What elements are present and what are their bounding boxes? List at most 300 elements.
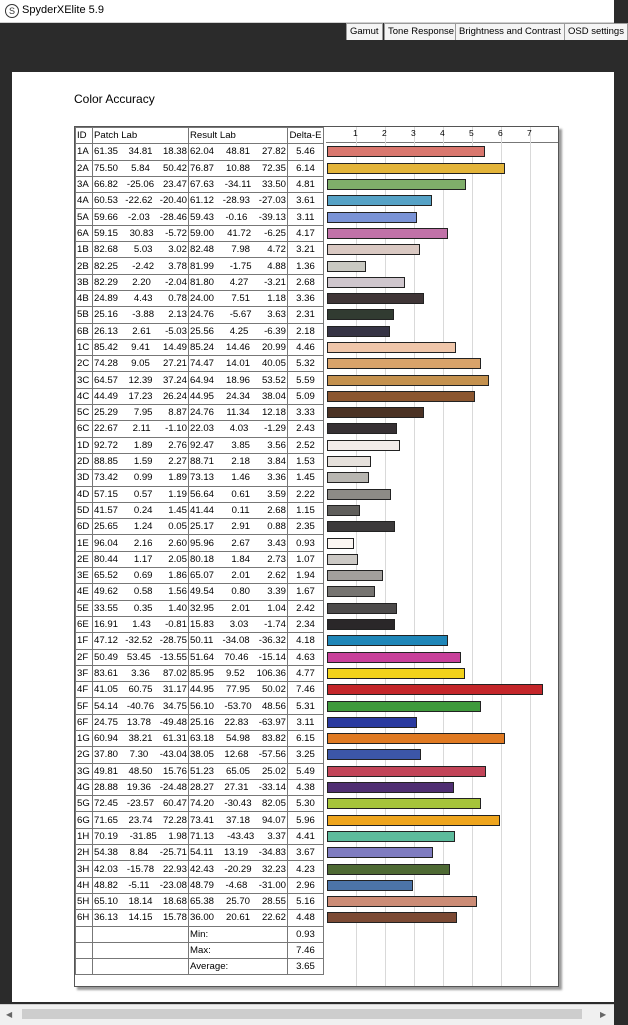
patch-lab-value: 82.25: [94, 260, 119, 272]
delta-e-value: 1.53: [288, 453, 324, 469]
result-lab-value: -30.43: [224, 798, 252, 810]
delta-e-value: 2.35: [288, 519, 324, 535]
delta-e-value: 4.38: [288, 779, 324, 795]
result-lab-value: 4.27: [229, 276, 249, 288]
result-lab-value: 3.85: [231, 439, 250, 451]
patch-lab: [93, 893, 189, 909]
patch-id: 2C: [76, 356, 93, 372]
table-row: [76, 486, 324, 502]
patch-id: 5H: [76, 893, 93, 909]
patch-id: 5F: [76, 698, 93, 714]
result-lab-value: 61.12: [190, 195, 215, 207]
result-lab-value: 11.34: [226, 407, 250, 419]
patch-lab-value: 44.49: [94, 390, 119, 402]
color-accuracy-table: [75, 127, 324, 975]
summary-row: [76, 959, 324, 975]
patch-lab-value: -28.46: [159, 211, 187, 223]
patch-lab: [93, 796, 189, 812]
result-lab-value: 65.38: [190, 896, 215, 908]
result-lab-value: 74.20: [190, 798, 215, 810]
delta-e-bar: [327, 489, 391, 500]
result-lab-value: 53.52: [261, 374, 286, 386]
result-lab-value: -20.29: [224, 863, 252, 875]
summary-empty-cell: [76, 959, 93, 975]
result-lab-value: 24.76: [190, 407, 215, 419]
result-lab-value: -34.83: [258, 847, 286, 859]
tab-gamut[interactable]: Gamut: [346, 23, 383, 40]
result-lab-value: -3.21: [264, 276, 286, 288]
chart-tick-label: 4: [440, 128, 445, 138]
patch-lab-value: 2.60: [168, 537, 187, 549]
result-lab-value: 33.50: [261, 179, 286, 191]
patch-lab: [93, 144, 189, 160]
result-lab-value: 14.46: [225, 342, 250, 353]
patch-lab: [93, 698, 189, 714]
title-bar: [0, 0, 614, 23]
delta-e-bar: [327, 896, 477, 907]
header-result-lab: Result Lab: [189, 128, 288, 144]
result-lab-value: -63.97: [258, 716, 286, 728]
result-lab-value: -1.29: [264, 423, 286, 435]
patch-lab-value: 48.82: [94, 879, 119, 891]
patch-lab-value: 65.10: [94, 896, 119, 908]
delta-e-value: 5.30: [288, 796, 324, 812]
result-lab-value: -27.03: [258, 195, 286, 207]
patch-lab: [93, 600, 189, 616]
table-row: [76, 877, 324, 893]
patch-lab-value: 65.52: [94, 570, 119, 582]
patch-id: 2H: [76, 845, 93, 861]
patch-lab-value: 9.05: [131, 358, 150, 370]
result-lab-value: 92.47: [190, 439, 215, 451]
patch-lab-value: -43.04: [159, 749, 187, 761]
patch-id: 5B: [76, 307, 93, 323]
result-lab: [189, 372, 288, 388]
delta-e-bar: [327, 570, 383, 581]
result-lab: [189, 209, 288, 225]
patch-lab: [93, 421, 189, 437]
delta-e-value: 1.94: [288, 568, 324, 584]
delta-e-bar: [327, 440, 400, 451]
result-lab-value: 62.04: [190, 146, 215, 158]
patch-lab-value: 85.42: [94, 342, 119, 353]
result-lab-value: 83.82: [261, 733, 286, 745]
delta-e-bar: [327, 782, 454, 793]
patch-lab-value: 0.78: [168, 293, 187, 305]
patch-id: 1B: [76, 242, 93, 258]
patch-lab: [93, 665, 189, 681]
patch-lab: [93, 470, 189, 486]
patch-id: 5A: [76, 209, 93, 225]
patch-lab-value: 53.45: [126, 651, 151, 663]
result-lab-value: 54.98: [225, 733, 250, 745]
result-lab-value: 51.64: [190, 651, 215, 663]
table-row: [76, 372, 324, 388]
result-lab-value: 82.48: [190, 244, 215, 256]
patch-lab-value: 1.24: [133, 521, 153, 533]
patch-id: 2F: [76, 649, 93, 665]
patch-lab-value: 49.62: [94, 586, 119, 598]
table-row: [76, 388, 324, 404]
result-lab-value: 2.01: [231, 602, 250, 614]
patch-lab-value: 70.19: [94, 830, 119, 842]
result-lab-value: 37.18: [225, 814, 250, 826]
patch-lab: [93, 290, 189, 306]
patch-lab-value: -23.08: [159, 879, 187, 891]
table-row: [76, 225, 324, 241]
patch-id: 3C: [76, 372, 93, 388]
patch-id: 2D: [76, 453, 93, 469]
color-accuracy-table-container: [74, 126, 559, 987]
patch-lab-value: -49.48: [159, 716, 187, 728]
table-row: [76, 861, 324, 877]
delta-e-bar: [327, 358, 481, 369]
result-lab: [189, 323, 288, 339]
result-lab-value: 28.55: [261, 896, 286, 908]
result-lab-value: 42.43: [190, 863, 215, 875]
patch-lab-value: 0.35: [133, 602, 153, 614]
patch-id: 3A: [76, 176, 93, 192]
result-lab-value: 36.00: [190, 912, 215, 924]
patch-id: 6H: [76, 910, 93, 926]
table-row: [76, 796, 324, 812]
patch-lab-value: 0.69: [133, 570, 153, 582]
delta-e-bar: [327, 847, 433, 858]
result-lab-value: 0.80: [231, 586, 250, 598]
table-row: [76, 730, 324, 746]
patch-lab-value: 26.24: [162, 390, 187, 402]
patch-id: 2B: [76, 258, 93, 274]
result-lab-value: 25.02: [261, 765, 286, 777]
table-row: [76, 502, 324, 518]
patch-lab-value: 64.57: [94, 374, 119, 386]
chart-tick-label: 5: [469, 128, 474, 138]
table-row: [76, 144, 324, 160]
result-lab-value: 22.62: [261, 912, 286, 924]
delta-e-bar: [327, 912, 457, 923]
patch-id: 3D: [76, 470, 93, 486]
result-lab: [189, 307, 288, 323]
scroll-left-arrow-icon[interactable]: ◀: [6, 1010, 13, 1019]
result-lab: [189, 144, 288, 160]
result-lab-value: 85.95: [190, 667, 215, 679]
result-lab: [189, 470, 288, 486]
result-lab-value: -34.11: [224, 179, 252, 191]
table-row: [76, 698, 324, 714]
patch-lab-value: 1.89: [133, 439, 153, 451]
patch-lab: [93, 584, 189, 600]
result-lab-value: 27.31: [224, 782, 249, 794]
patch-lab-value: -2.42: [132, 260, 155, 272]
patch-lab-value: -3.88: [132, 309, 155, 321]
result-lab: [189, 828, 288, 844]
patch-id: 2A: [76, 160, 93, 176]
result-lab-value: 20.99: [261, 342, 286, 353]
patch-id: 3G: [76, 763, 93, 779]
delta-e-value: 1.36: [288, 258, 324, 274]
patch-id: 1C: [76, 339, 93, 355]
result-lab-value: 0.61: [231, 488, 250, 500]
delta-e-bar: [327, 586, 375, 597]
patch-lab-value: 57.15: [94, 488, 119, 500]
patch-lab-value: 3.78: [168, 260, 187, 272]
tab-brightness-contrast[interactable]: Brightness and Contrast: [455, 23, 565, 40]
patch-lab-value: 1.43: [132, 619, 151, 631]
result-lab: [189, 193, 288, 209]
patch-lab-value: -0.81: [165, 619, 187, 631]
delta-e-bar: [327, 635, 448, 646]
delta-e-bar: [327, 619, 395, 630]
patch-lab-value: -25.71: [159, 847, 187, 859]
result-lab: [189, 682, 288, 698]
patch-lab: [93, 274, 189, 290]
delta-e-value: 2.43: [288, 421, 324, 437]
patch-lab-value: 19.36: [126, 782, 151, 794]
result-lab-value: 2.73: [267, 553, 286, 565]
result-lab: [189, 633, 288, 649]
patch-id: 5G: [76, 796, 93, 812]
result-lab-value: 50.02: [261, 684, 286, 696]
delta-e-bar: [327, 521, 395, 532]
delta-e-bar: [327, 375, 489, 386]
patch-lab-value: 0.24: [133, 504, 153, 516]
patch-lab: [93, 779, 189, 795]
delta-e-bar: [327, 212, 417, 223]
patch-id: 3F: [76, 665, 93, 681]
patch-lab-value: 18.14: [128, 896, 153, 908]
result-lab: [189, 600, 288, 616]
patch-id: 1D: [76, 437, 93, 453]
result-lab-value: 56.10: [190, 700, 215, 712]
summary-empty-cell: [93, 959, 189, 975]
result-lab-value: 41.72: [227, 227, 252, 239]
delta-e-value: 4.48: [288, 910, 324, 926]
tab-osd-settings[interactable]: OSD settings: [564, 23, 628, 40]
delta-e-value: 5.32: [288, 356, 324, 372]
patch-lab: [93, 225, 189, 241]
result-lab-value: 22.03: [190, 423, 215, 435]
chart-gridline: [443, 127, 444, 986]
patch-lab: [93, 828, 189, 844]
patch-id: 2E: [76, 551, 93, 567]
table-row: [76, 242, 324, 258]
result-lab: [189, 649, 288, 665]
patch-id: 6D: [76, 519, 93, 535]
table-row: [76, 665, 324, 681]
result-lab-value: 85.24: [190, 342, 215, 353]
result-lab-value: -36.32: [258, 635, 286, 647]
patch-lab: [93, 160, 189, 176]
patch-lab-value: 73.42: [94, 472, 119, 484]
result-lab: [189, 730, 288, 746]
result-lab-value: 3.63: [267, 309, 286, 321]
patch-lab-value: 15.76: [162, 765, 187, 777]
delta-e-value: 3.11: [288, 714, 324, 730]
patch-id: 1H: [76, 828, 93, 844]
patch-lab-value: -22.62: [125, 195, 153, 207]
result-lab: [189, 437, 288, 453]
table-row: [76, 453, 324, 469]
result-lab: [189, 584, 288, 600]
result-lab-value: 0.88: [267, 521, 286, 533]
scroll-right-arrow-icon[interactable]: ▶: [600, 1010, 607, 1019]
table-row: [76, 584, 324, 600]
result-lab-value: 3.59: [267, 488, 286, 500]
delta-e-bar: [327, 309, 394, 320]
result-lab-value: 24.00: [190, 293, 215, 305]
delta-e-bar: [327, 195, 432, 206]
delta-e-value: 4.77: [288, 665, 324, 681]
table-row: [76, 258, 324, 274]
result-lab-value: 65.07: [190, 570, 215, 582]
table-row: [76, 193, 324, 209]
result-lab-value: 32.95: [190, 602, 215, 614]
patch-lab: [93, 812, 189, 828]
patch-lab-value: 50.42: [162, 162, 187, 174]
patch-lab-value: 18.68: [162, 896, 187, 908]
delta-e-bar: [327, 831, 455, 842]
result-lab-value: 25.56: [190, 325, 215, 337]
patch-lab-value: 74.28: [94, 358, 119, 370]
result-lab: [189, 665, 288, 681]
delta-e-value: 2.42: [288, 600, 324, 616]
result-lab-value: 65.05: [225, 765, 250, 777]
patch-id: 6C: [76, 421, 93, 437]
patch-lab-value: 38.21: [128, 733, 153, 745]
delta-e-value: 3.33: [288, 405, 324, 421]
patch-lab-value: 34.81: [128, 146, 153, 158]
result-lab-value: 25.17: [190, 521, 215, 533]
result-lab-value: 48.56: [261, 700, 286, 712]
result-lab-value: 2.67: [231, 537, 250, 549]
table-row: [76, 290, 324, 306]
result-lab-value: 54.11: [190, 847, 214, 859]
patch-lab-value: 22.93: [162, 863, 187, 875]
result-lab-value: 1.46: [231, 472, 250, 484]
patch-lab-value: 37.24: [162, 374, 187, 386]
patch-lab-value: 2.11: [132, 423, 151, 435]
delta-e-bar: [327, 880, 413, 891]
horizontal-scrollbar[interactable]: [0, 1004, 614, 1025]
patch-lab-value: -20.40: [159, 195, 187, 207]
delta-e-value: 5.09: [288, 388, 324, 404]
result-lab: [189, 779, 288, 795]
patch-lab: [93, 388, 189, 404]
patch-lab-value: -15.78: [126, 863, 155, 875]
patch-lab-value: 2.76: [168, 439, 187, 451]
patch-lab-value: 1.59: [133, 456, 153, 468]
result-lab-value: 51.23: [190, 765, 215, 777]
delta-e-bar: [327, 326, 390, 337]
table-row: [76, 160, 324, 176]
delta-e-value: 1.07: [288, 551, 324, 567]
result-lab-value: -28.93: [222, 195, 250, 207]
result-lab-value: 13.19: [224, 847, 249, 859]
table-row: [76, 535, 324, 551]
patch-lab-value: 2.27: [168, 456, 187, 468]
result-lab-value: -39.13: [258, 211, 286, 223]
patch-lab-value: 13.78: [126, 716, 151, 728]
patch-lab-value: 3.36: [131, 667, 150, 679]
patch-id: 6B: [76, 323, 93, 339]
patch-lab-value: 7.30: [129, 749, 149, 761]
patch-lab-value: 2.61: [132, 325, 151, 337]
result-lab-value: 59.43: [190, 211, 215, 223]
table-row: [76, 356, 324, 372]
tab-tone-response[interactable]: Tone Response: [384, 23, 458, 40]
delta-e-value: 6.15: [288, 730, 324, 746]
delta-e-value: 2.22: [288, 486, 324, 502]
result-lab-value: 10.88: [225, 162, 250, 174]
summary-label: Max:: [189, 942, 288, 958]
result-lab-value: -31.00: [258, 879, 286, 891]
result-lab-value: -0.16: [225, 211, 248, 223]
patch-lab: [93, 339, 189, 355]
result-lab: [189, 274, 288, 290]
patch-lab-value: 24.89: [94, 293, 119, 305]
chart-tick-label: 1: [353, 128, 358, 138]
delta-e-value: 3.21: [288, 242, 324, 258]
patch-id: 4G: [76, 779, 93, 795]
delta-e-bar: [327, 423, 397, 434]
patch-lab-value: -1.10: [165, 423, 187, 435]
patch-lab-value: 28.88: [94, 782, 119, 794]
delta-e-value: 4.63: [288, 649, 324, 665]
result-lab-value: 48.79: [190, 879, 215, 891]
table-row: [76, 307, 324, 323]
patch-lab-value: -5.72: [165, 227, 187, 239]
result-lab: [189, 698, 288, 714]
scroll-thumb[interactable]: [22, 1009, 582, 1019]
delta-e-bar: [327, 342, 456, 353]
patch-lab-value: 54.38: [94, 847, 119, 859]
table-row: [76, 649, 324, 665]
delta-e-value: 5.59: [288, 372, 324, 388]
patch-lab: [93, 845, 189, 861]
summary-row: [76, 926, 324, 942]
patch-lab-value: 2.16: [133, 537, 153, 549]
result-lab: [189, 568, 288, 584]
result-lab: [189, 290, 288, 306]
patch-lab-value: 27.21: [162, 358, 187, 370]
patch-id: 6A: [76, 225, 93, 241]
result-lab-value: 12.18: [261, 407, 286, 419]
patch-lab: [93, 633, 189, 649]
summary-empty-cell: [76, 942, 93, 958]
delta-e-value: 0.93: [288, 535, 324, 551]
table-row: [76, 323, 324, 339]
result-lab-value: 27.82: [261, 146, 286, 158]
summary-label: Average:: [189, 959, 288, 975]
delta-e-value: 1.15: [288, 502, 324, 518]
patch-lab-value: 0.58: [133, 586, 153, 598]
table-header-row: [76, 128, 324, 144]
delta-e-bar: [327, 472, 369, 483]
result-lab-value: 1.04: [267, 602, 286, 614]
patch-id: 3H: [76, 861, 93, 877]
delta-e-value: 5.31: [288, 698, 324, 714]
patch-lab: [93, 649, 189, 665]
summary-value: 0.93: [288, 926, 324, 942]
patch-lab-value: 14.49: [162, 342, 187, 353]
table-row: [76, 910, 324, 926]
result-lab: [189, 845, 288, 861]
delta-e-value: 7.46: [288, 682, 324, 698]
result-lab-value: 40.05: [261, 358, 286, 370]
result-lab-value: 67.63: [190, 179, 215, 191]
result-lab-value: 80.18: [190, 553, 215, 565]
delta-e-value: 2.96: [288, 877, 324, 893]
